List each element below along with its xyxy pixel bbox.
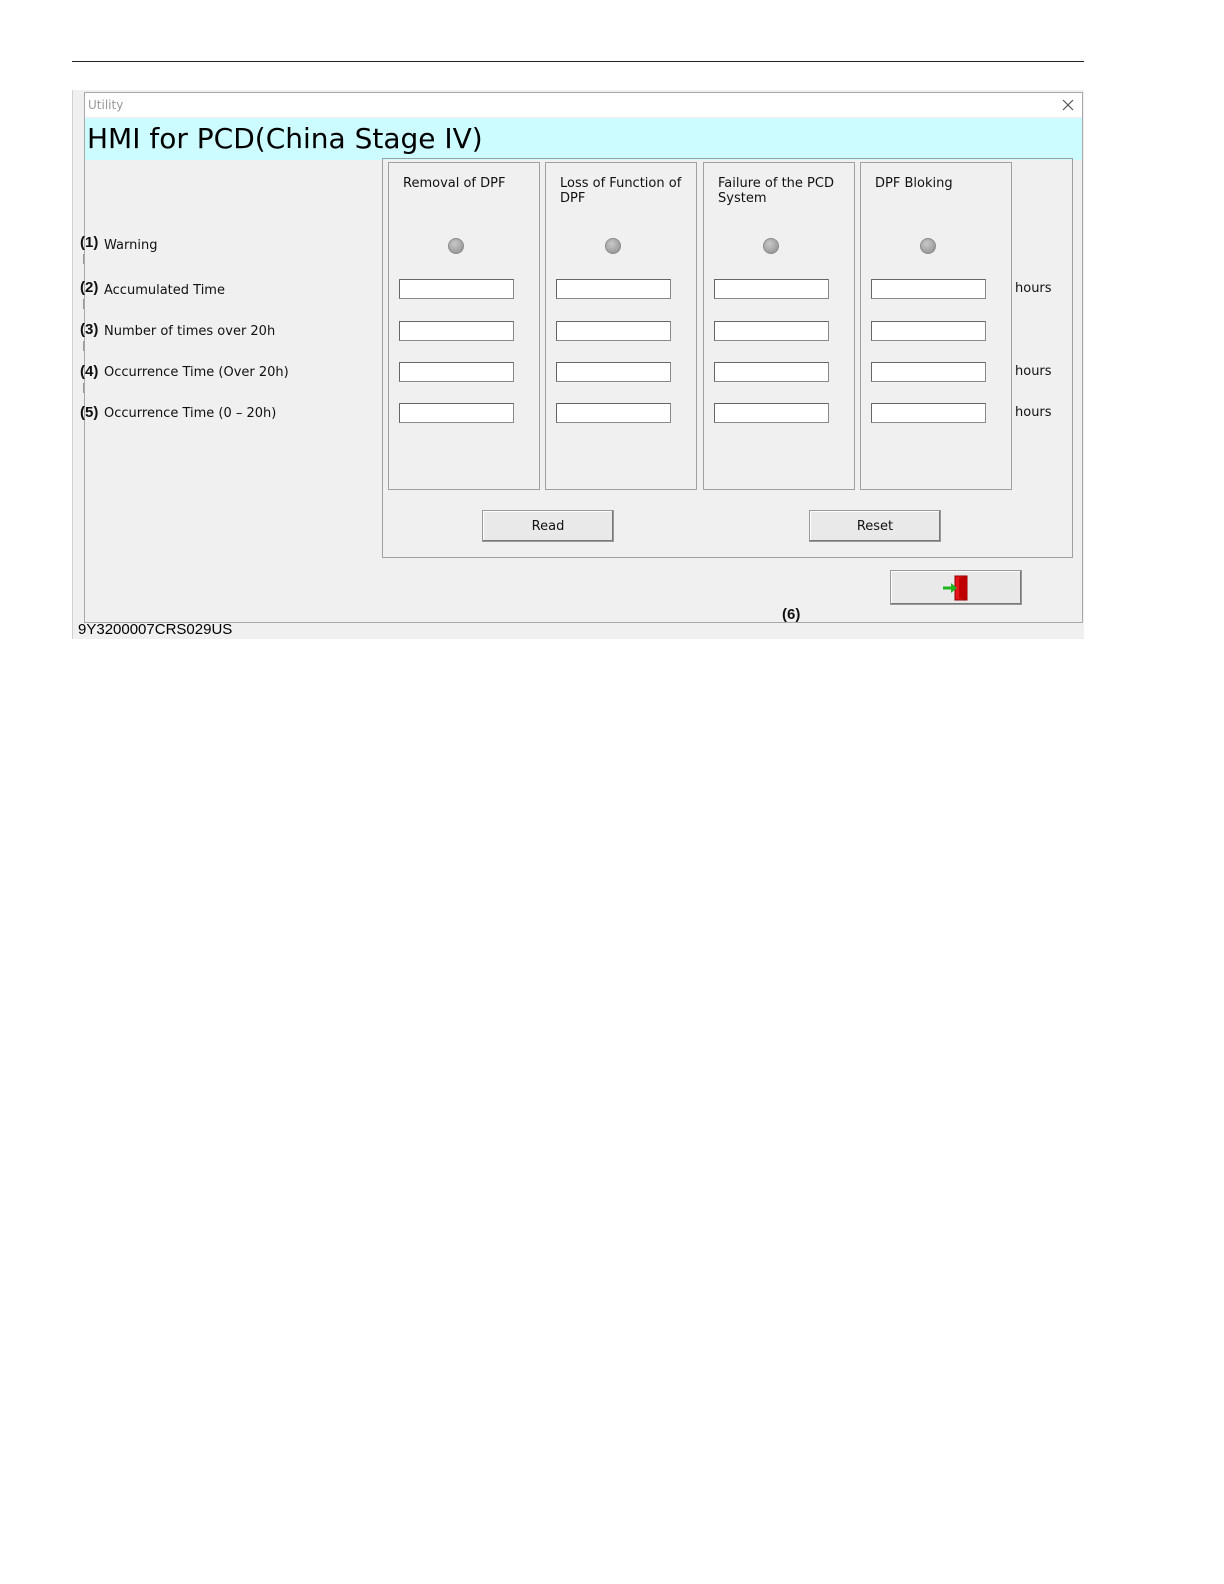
row-number: (1) xyxy=(80,234,99,251)
accumulated-time-field[interactable] xyxy=(556,279,671,299)
callout-tick xyxy=(83,299,84,309)
warning-lamp-icon xyxy=(920,238,936,254)
row-times-over-20h-label: Number of times over 20h xyxy=(104,324,276,339)
occurrence-over-20h-field[interactable] xyxy=(399,362,514,382)
callout-tick xyxy=(83,341,84,351)
occurrence-0-20h-field[interactable] xyxy=(714,403,829,423)
read-button[interactable]: Read xyxy=(482,510,614,542)
times-over-20h-field[interactable] xyxy=(714,321,829,341)
occurrence-over-20h-field[interactable] xyxy=(556,362,671,382)
column-title: Removal of DPF xyxy=(403,176,506,191)
column-removal-of-dpf xyxy=(388,162,540,490)
row-number: (3) xyxy=(80,321,99,338)
column-dpf-bloking xyxy=(860,162,1012,490)
row-occurrence-0-20h-label: Occurrence Time (0 – 20h) xyxy=(104,406,277,421)
row-number: (5) xyxy=(80,404,99,421)
callout-tick xyxy=(83,383,84,393)
exit-door-icon xyxy=(939,574,973,602)
column-title: Loss of Function of DPF xyxy=(560,176,682,206)
figure-caption: 9Y3200007CRS029US xyxy=(78,621,233,638)
warning-lamp-icon xyxy=(605,238,621,254)
pcd-group-box xyxy=(382,158,1073,558)
times-over-20h-field[interactable] xyxy=(871,321,986,341)
header-band xyxy=(85,118,1082,160)
occurrence-over-20h-field[interactable] xyxy=(871,362,986,382)
warning-lamp-icon xyxy=(448,238,464,254)
row-accumulated-time-label: Accumulated Time xyxy=(104,283,225,298)
utility-window xyxy=(72,90,1084,639)
page-title: HMI for PCD(China Stage IV) xyxy=(87,122,483,155)
row-number: (2) xyxy=(80,279,99,296)
window-titlebar xyxy=(85,93,1082,117)
column-title: DPF Bloking xyxy=(875,176,953,191)
column-loss-of-function xyxy=(545,162,697,490)
accumulated-time-field[interactable] xyxy=(714,279,829,299)
unit-label-accumulated: hours xyxy=(1015,281,1052,296)
exit-button[interactable] xyxy=(890,570,1022,605)
row-occurrence-over-20h-label: Occurrence Time (Over 20h) xyxy=(104,365,289,380)
times-over-20h-field[interactable] xyxy=(399,321,514,341)
reset-callout: (6) xyxy=(782,606,801,623)
occurrence-0-20h-field[interactable] xyxy=(399,403,514,423)
times-over-20h-field[interactable] xyxy=(556,321,671,341)
window-title: Utility xyxy=(88,98,124,112)
occurrence-0-20h-field[interactable] xyxy=(556,403,671,423)
callout-tick xyxy=(83,254,84,264)
warning-lamp-icon xyxy=(763,238,779,254)
row-warning-label: Warning xyxy=(104,238,158,253)
occurrence-0-20h-field[interactable] xyxy=(871,403,986,423)
accumulated-time-field[interactable] xyxy=(399,279,514,299)
reset-button[interactable]: Reset xyxy=(809,510,941,542)
row-number: (4) xyxy=(80,363,99,380)
page-top-rule xyxy=(72,61,1084,62)
accumulated-time-field[interactable] xyxy=(871,279,986,299)
column-title: Failure of the PCD System xyxy=(718,176,834,206)
unit-label-0-20h: hours xyxy=(1015,405,1052,420)
unit-label-over-20h: hours xyxy=(1015,364,1052,379)
close-icon[interactable] xyxy=(1058,95,1078,115)
occurrence-over-20h-field[interactable] xyxy=(714,362,829,382)
column-failure-pcd-system xyxy=(703,162,855,490)
